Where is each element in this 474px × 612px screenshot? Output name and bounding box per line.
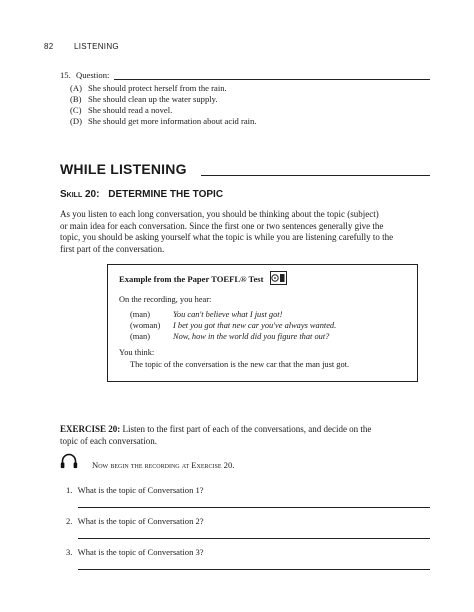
speaker-label: (woman) [130, 321, 161, 330]
skill-title: DETERMINE THE TOPIC [108, 189, 224, 200]
exercise-text: Listen to the first part of each of the conversations, and decide on the [122, 424, 372, 434]
dialogue-line: I bet you got that new car you've always wanted. [173, 321, 337, 330]
running-header: LISTENING [74, 42, 119, 51]
example-title: Example from the Paper TOEFL® Test [119, 274, 264, 284]
question-number: 2. [66, 516, 73, 526]
think-label: You think: [119, 348, 155, 357]
intro-paragraph [60, 209, 430, 255]
exercise-question-3 [66, 547, 204, 558]
audio-cd-icon [270, 271, 287, 285]
dialogue-row [130, 310, 282, 319]
dialogue-row [130, 332, 329, 341]
skill-heading [60, 189, 223, 200]
question-15-number: 15. [60, 70, 71, 80]
think-text: The topic of the conversation is the new car that the man just got. [130, 360, 350, 369]
dialogue-line: Now, how in the world did you figure that out? [173, 332, 330, 341]
intro-line: topic, you should be asking yourself what the topic is while you are listening carefully to the [60, 232, 394, 243]
exercise-question-1 [66, 485, 204, 496]
question-text: What is the topic of Conversation 3? [77, 547, 204, 557]
dialogue-line: You can't believe what I just got! [173, 310, 283, 319]
skill-label: Skill 20: [60, 189, 100, 200]
exercise-question-2 [66, 516, 204, 527]
intro-line: As you listen to each long conversation, you should be thinking about the topic (subject) [60, 209, 379, 219]
intro-line: first part of the conversation. [60, 243, 165, 254]
question-text: What is the topic of Conversation 2? [77, 516, 204, 526]
speaker-label: (man) [130, 332, 150, 341]
section-title: WHILE LISTENING [60, 161, 187, 177]
speaker-label: (man) [130, 310, 150, 319]
hear-label: On the recording, you hear: [119, 295, 212, 304]
question-number: 1. [66, 485, 73, 495]
answer-line [78, 507, 430, 508]
answer-line [78, 569, 430, 570]
question-15-label: Question: [76, 70, 110, 80]
question-text: What is the topic of Conversation 1? [77, 485, 204, 495]
option-a: (A) She should protect herself from the rain. [70, 83, 227, 93]
intro-line: or main idea for each conversation. Since the first one or two sentences generally give the [60, 220, 384, 231]
option-b: (B) She should clean up the water supply. [70, 94, 218, 104]
section-title-rule [201, 175, 430, 176]
recording-note: Now begin the recording at Exercise 20. [92, 460, 235, 470]
exercise-instructions [60, 424, 430, 447]
option-d: (D) She should get more information about acid rain. [70, 116, 257, 126]
answer-line [114, 79, 430, 80]
option-c: (C) She should read a novel. [70, 105, 173, 115]
dialogue-row [130, 321, 336, 330]
headphones-icon [60, 453, 78, 469]
page-number: 82 [44, 42, 54, 51]
exercise-label: EXERCISE 20: [60, 424, 121, 434]
question-number: 3. [66, 547, 73, 557]
answer-line [78, 538, 430, 539]
exercise-text: topic of each conversation. [60, 435, 157, 446]
